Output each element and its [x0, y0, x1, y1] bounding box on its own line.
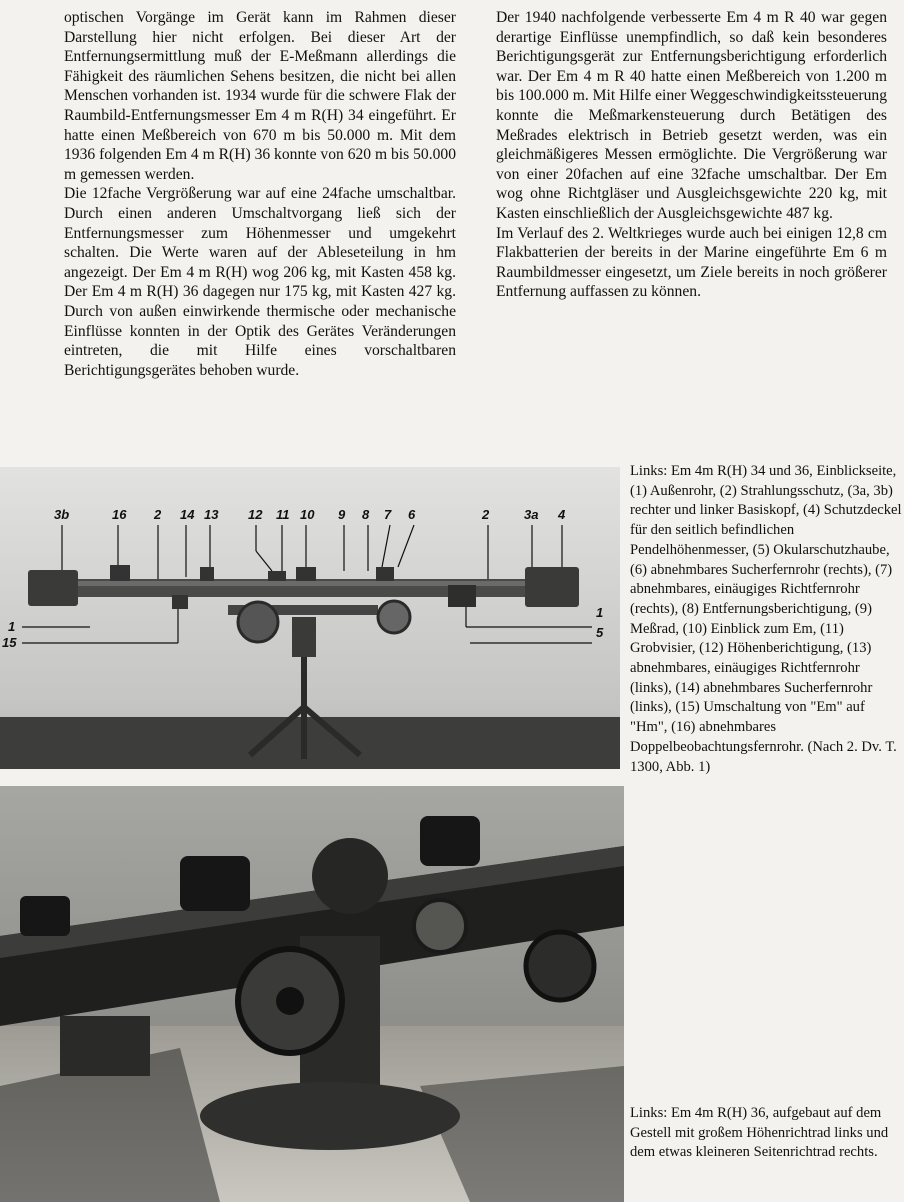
figure-caption-top: Links: Em 4m R(H) 34 und 36, Einblickseite, (1) Außenrohr, (2) Strahlungsschutz, (3a, 3b) rechter und linker Basiskopf, (4) Schutzdeckel für den seitlich befindlichen Pendelhöhenmesser, (5) Okularschutzhaube, (6) abnehmbares Sucherfernrohr (rechts), (7) abnehmbares, einäugiges Richtfernrohr (rechts), (8) Entfernungsberichtigung, (9) Meßrad, (10) Einblick zum Em, (11) Grobvisier, (12) Höhenberichtigung, (13) abnehmbares, einäugiges Richtfernrohr (links), (14) abnehmbares Sucherfernrohr (links), (15) Umschaltung von "Em" auf "Hm", (16) abnehmbares Doppelbeobachtungsfernrohr. (Nach 2. Dv. T. 1300, Abb. 1) — [630, 463, 902, 775]
callout-label: 9 — [338, 507, 346, 522]
callout-label: 1 — [8, 619, 16, 634]
azimuth-handwheel — [378, 601, 410, 633]
callout-label: 7 — [384, 507, 392, 522]
azimuth-handwheel — [526, 932, 594, 1000]
center-housing — [312, 838, 388, 914]
right-text-column — [496, 8, 887, 302]
rangefinder-illustration — [0, 467, 620, 769]
callout-label: 11 — [276, 507, 290, 522]
mounted-rangefinder-photo — [0, 786, 624, 1202]
figure-caption-bottom: Links: Em 4m R(H) 36, aufgebaut auf dem Gestell mit großem Höhenrichtrad links und dem etwas kleineren Seitenrichtrad rechts. — [630, 1105, 889, 1161]
callout-label: 5 — [596, 625, 604, 640]
paragraph: Die 12fache Vergrößerung war auf eine 24fache umschaltbar. Durch einen anderen Umschaltvorgang ließ sich der Entfernungsmesser zum Höhenmesser und umgekehrt schalten. Die Werte waren auf der Ableseteilung in hm angezeigt. Der Em 4 m R(H) wog 206 kg, mit Kasten 458 kg. Der Em 4 m R(H) 36 dagegen nur 175 kg, mit Kasten 427 kg. Durch von außen einwirkende thermische oder mechanische Einflüsse konnten in der Optik des Gerätes Veränderungen eintreten, die mit Hilfe eines vorschaltbaren Berichtigungsgerätes behoben wurde. — [64, 185, 456, 379]
callout-label: 16 — [112, 507, 127, 522]
callout-label: 3b — [54, 507, 70, 522]
column-mount — [292, 617, 316, 657]
elevation-handwheel — [238, 602, 278, 642]
callout-label: 2 — [482, 507, 490, 522]
callout-label: 1 — [596, 605, 604, 620]
stand-base — [200, 1082, 460, 1150]
callout-label: 6 — [408, 507, 416, 522]
dial — [414, 900, 466, 952]
storage-box — [60, 1016, 150, 1076]
callout-label: 10 — [300, 507, 315, 522]
paragraph: Der 1940 nachfolgende verbesserte Em 4 m R 40 war gegen derartige Einflüsse unempfindlich, so daß kein besonderes Berichtigungsgerät zur Entfernungsberichtigung erforderlich war. Der Em 4 m R 40 hatte einen Meßbereich von 1.200 m bis 100.000 m. Mit Hilfe einer Weggeschwindigkeitssteuerung konnte die Meßmarkensteuerung durch Betätigen des Meßrades elektrisch in Betrieb gesetzt werden, was ein gleichmäßigeres Messen ermöglichte. Die Vergrößerung war von einer 20fachen auf eine 32fache umschaltbar. Der Em wog ohne Richtgläser und Ausgleichsgewichte 220 kg, mit Kasten einschließlich der Ausgleichsgewichte 487 kg. — [496, 9, 887, 222]
callout-label: 4 — [558, 507, 566, 522]
callout-label: 12 — [248, 507, 263, 522]
paragraph: optischen Vorgänge im Gerät kann im Rahmen dieser Darstellung hier nicht erfolgen. Bei dieser Art der Entfernungsermittlung muß der E-Meßmann allerdings die Fähigkeit des räumlichen Sehens besitzen, die nicht bei allen Menschen vorhanden ist. 1934 wurde für die schwere Flak der Raumbild-Entfernungsmesser Em 4 m R(H) 34 eingeführt. Er hatte einen Meßbereich von 670 m bis 50.000 m. Mit dem 1936 folgenden Em 4 m R(H) 36 konnte von 620 m bis 50.000 m gemessen werden. — [64, 9, 456, 183]
callout-label: 14 — [180, 507, 195, 522]
paragraph: Im Verlauf des 2. Weltkrieges wurde auch bei einigen 12,8 cm Flakbatterien der bereits in der Marine eingeführte Em 6 m Raumbildmesser eingesetzt, um Ziele bereits in noch größerer Entfernung auffassen zu können. — [496, 224, 887, 301]
mounted-rangefinder-illustration — [0, 786, 624, 1202]
floor-shadow — [0, 717, 620, 769]
rangefinder-labeled-photo — [0, 467, 620, 769]
callout-label: 13 — [204, 507, 219, 522]
eyepiece-hood — [448, 585, 476, 607]
callout-label: 8 — [362, 507, 370, 522]
left-basis-head — [28, 570, 78, 606]
callout-label: 15 — [2, 635, 17, 650]
callout-label: 2 — [154, 507, 162, 522]
left-text-column — [64, 8, 456, 380]
callout-label: 3a — [524, 507, 539, 522]
right-basis-head — [525, 567, 579, 607]
